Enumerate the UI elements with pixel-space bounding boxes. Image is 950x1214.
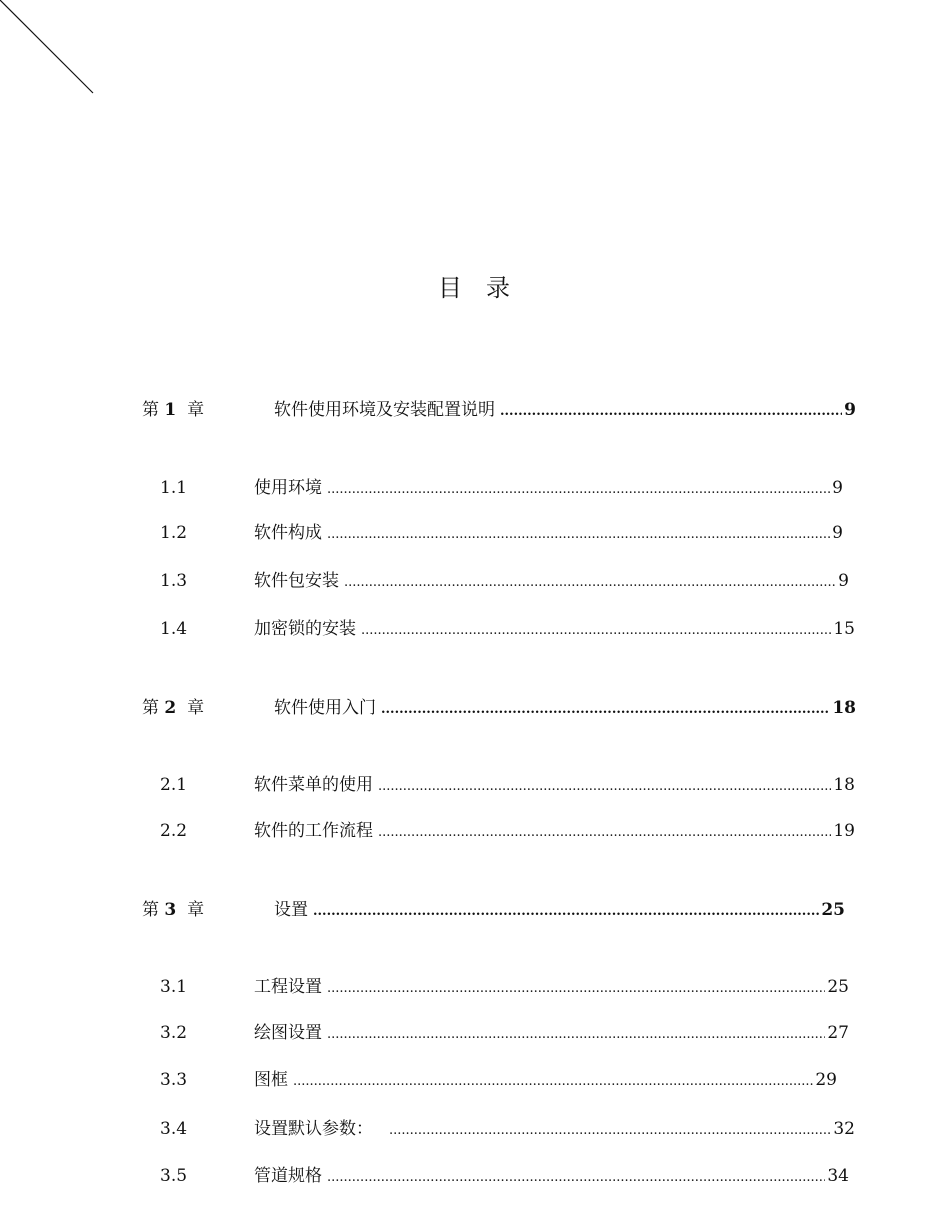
- dot-leader: [378, 774, 831, 800]
- dot-leader: [344, 570, 836, 596]
- page-number: 19: [833, 821, 855, 841]
- section-title: 工程设置: [254, 977, 322, 997]
- section-title: 软件的工作流程: [254, 821, 373, 841]
- toc-section-3-2[interactable]: [160, 1020, 849, 1046]
- page-number: 27: [827, 1023, 849, 1043]
- section-title: 软件包安装: [254, 571, 339, 591]
- toc-section-1-2[interactable]: [160, 520, 843, 546]
- chapter-title: 软件使用入门: [274, 698, 376, 718]
- chapter-number: 第 1 章: [142, 400, 205, 420]
- section-title: 图框: [254, 1070, 288, 1090]
- toc-section-1-1[interactable]: [160, 475, 843, 501]
- corner-fold-line: [0, 0, 100, 100]
- section-number: 3.3: [160, 1070, 188, 1090]
- dot-leader: [327, 522, 830, 548]
- section-number: 1.4: [160, 619, 188, 639]
- dot-leader: [381, 697, 830, 723]
- dot-leader: [327, 477, 830, 503]
- toc-section-3-4[interactable]: [160, 1116, 855, 1142]
- toc-section-1-3[interactable]: [160, 568, 849, 594]
- toc-section-2-2[interactable]: [160, 818, 855, 844]
- chapter-number: 第 3 章: [142, 900, 205, 920]
- section-number: 1.1: [160, 478, 188, 498]
- section-number: 2.1: [160, 775, 188, 795]
- toc-title: [0, 268, 950, 303]
- page-number: 29: [815, 1070, 837, 1090]
- toc-section-3-1[interactable]: [160, 974, 849, 1000]
- page-number: 9: [838, 571, 849, 591]
- section-title: 设置默认参数：: [254, 1119, 373, 1139]
- toc-chapter-3[interactable]: [142, 897, 845, 923]
- section-title: 加密锁的安装: [254, 619, 356, 639]
- toc-chapter-2[interactable]: [142, 695, 856, 721]
- page-number: 9: [832, 523, 843, 543]
- chapter-number: 第 2 章: [142, 698, 205, 718]
- section-number: 2.2: [160, 821, 188, 841]
- chapter-title: 设置: [274, 900, 308, 920]
- section-number: 3.2: [160, 1023, 188, 1043]
- section-title: 使用环境: [254, 478, 322, 498]
- section-title: 软件构成: [254, 523, 322, 543]
- toc-section-1-4[interactable]: [160, 616, 855, 642]
- page-number: 32: [833, 1119, 855, 1139]
- dot-leader: [327, 1165, 825, 1191]
- toc-title-part2: 录: [486, 274, 512, 302]
- section-title: 绘图设置: [254, 1023, 322, 1043]
- toc-chapter-1[interactable]: [142, 397, 856, 423]
- chapter-title: 软件使用环境及安装配置说明: [274, 400, 495, 420]
- dot-leader: [361, 618, 831, 644]
- dot-leader: [500, 399, 842, 425]
- page-number: 15: [833, 619, 855, 639]
- section-number: 1.2: [160, 523, 188, 543]
- page-number: 34: [827, 1166, 849, 1186]
- section-number: 3.5: [160, 1166, 188, 1186]
- page-number: 9: [832, 478, 843, 498]
- section-title: 管道规格: [254, 1166, 322, 1186]
- toc-section-3-5[interactable]: [160, 1163, 849, 1189]
- page-number: 25: [821, 900, 845, 920]
- dot-leader: [389, 1118, 831, 1144]
- section-number: 1.3: [160, 571, 188, 591]
- dot-leader: [293, 1069, 813, 1095]
- toc-section-2-1[interactable]: [160, 772, 855, 798]
- page-number: 9: [844, 400, 856, 420]
- page-number: 25: [827, 977, 849, 997]
- dot-leader: [313, 899, 819, 925]
- page-number: 18: [833, 775, 855, 795]
- dot-leader: [378, 820, 831, 846]
- page-number: 18: [832, 698, 856, 718]
- toc-section-3-3[interactable]: [160, 1067, 837, 1093]
- dot-leader: [327, 1022, 825, 1048]
- section-number: 3.1: [160, 977, 188, 997]
- section-number: 3.4: [160, 1119, 188, 1139]
- dot-leader: [327, 976, 825, 1002]
- toc-title-part1: 目: [438, 274, 464, 302]
- section-title: 软件菜单的使用: [254, 775, 373, 795]
